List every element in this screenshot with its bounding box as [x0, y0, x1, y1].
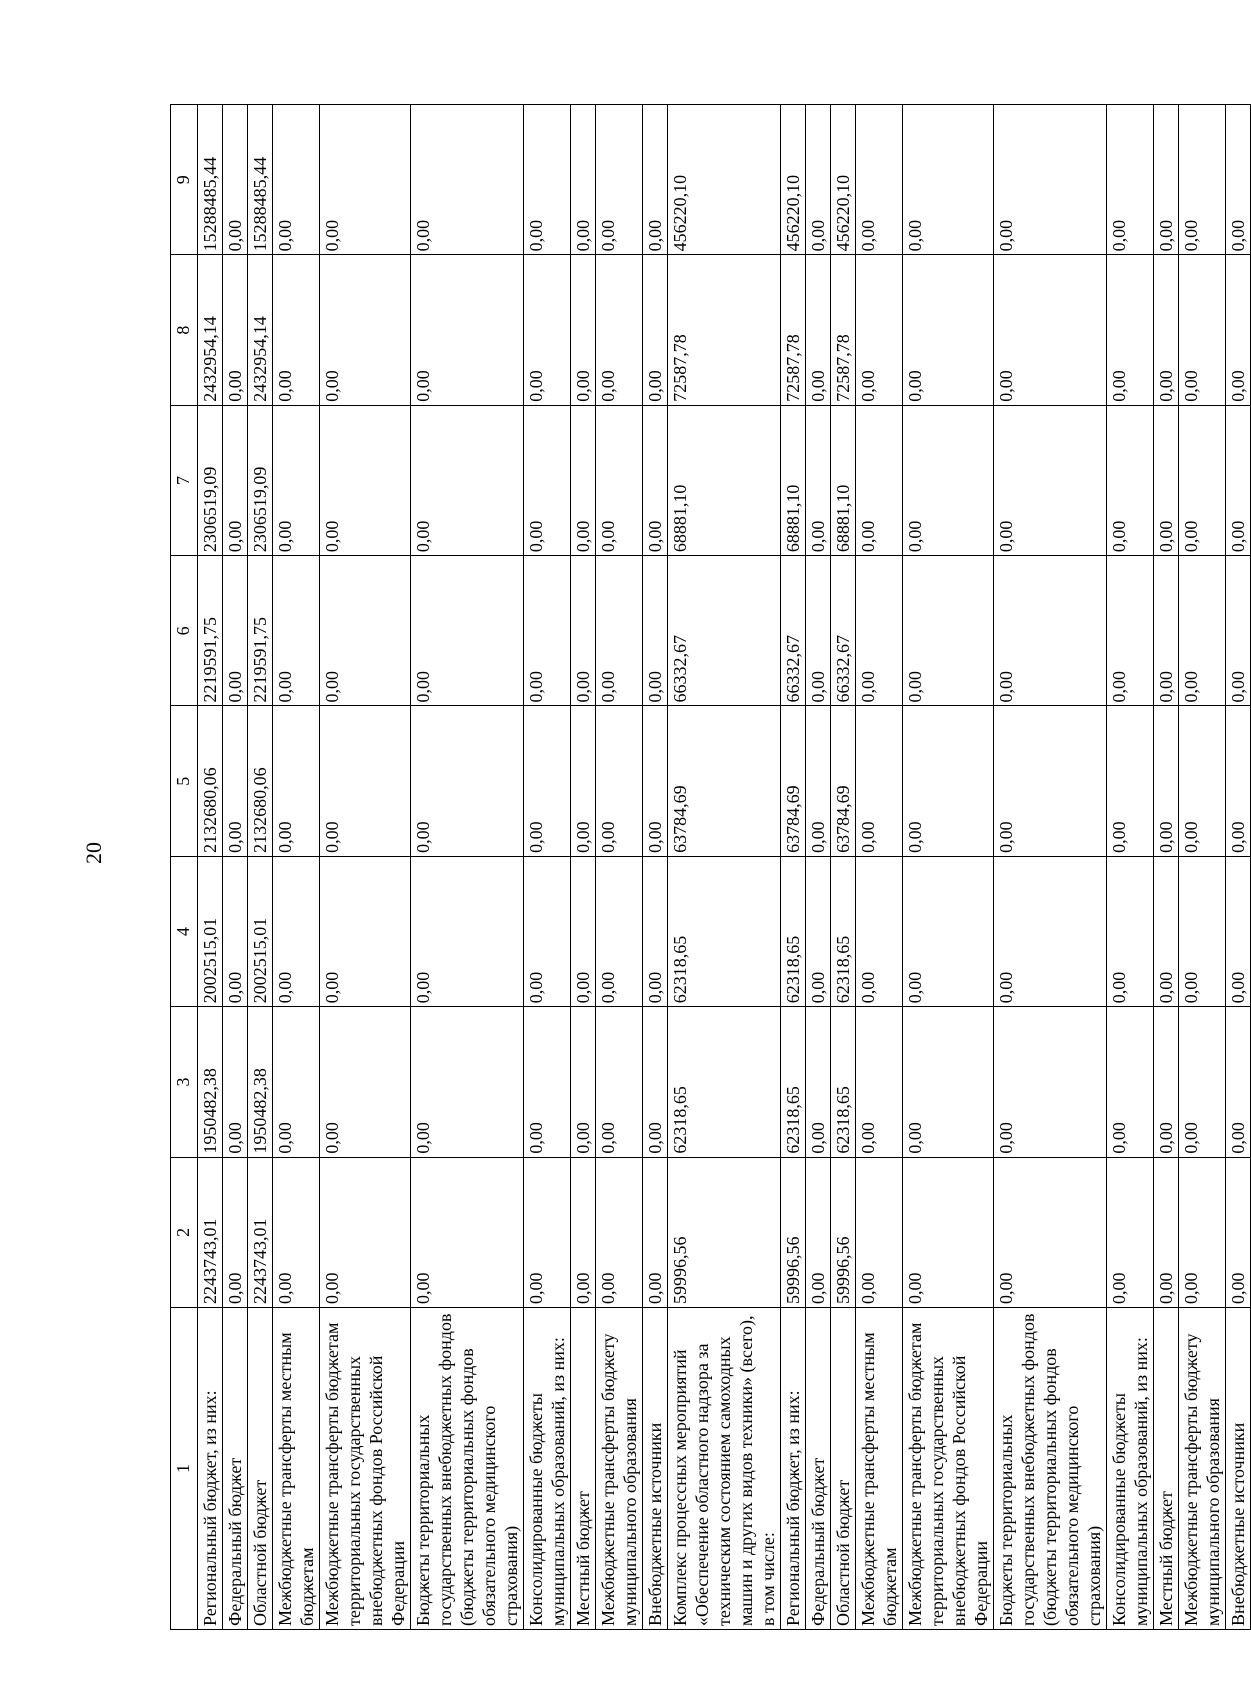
table-cell: 0,00	[273, 556, 320, 706]
table-cell: 0,00	[1154, 105, 1179, 255]
table-row	[524, 105, 571, 1630]
table-row	[273, 105, 320, 1630]
table-cell: 62318,65	[781, 856, 806, 1006]
row-label: Межбюджетные трансферты бюджету муниципального образования	[596, 1308, 643, 1630]
table-cell: 0,00	[223, 556, 248, 706]
table-cell: 0,00	[903, 255, 994, 405]
table-row	[320, 105, 411, 1630]
table-cell: 0,00	[571, 405, 596, 555]
table-cell: 2306519,09	[198, 405, 223, 555]
table-body	[198, 105, 1251, 1630]
table-cell: 72587,78	[781, 255, 806, 405]
table-cell: 0,00	[1226, 1007, 1251, 1157]
table-cell: 0,00	[1226, 1157, 1251, 1307]
table-cell: 0,00	[1107, 1157, 1154, 1307]
table-row	[411, 105, 524, 1630]
table-cell: 0,00	[1179, 1007, 1226, 1157]
row-label: Консолидированные бюджеты муниципальных образований, из них:	[1107, 1308, 1154, 1630]
table-cell: 0,00	[1154, 1007, 1179, 1157]
row-label: Региональный бюджет, из них:	[781, 1308, 806, 1630]
table-cell: 2243743,01	[198, 1157, 223, 1307]
table-row	[1226, 105, 1251, 1630]
table-cell: 0,00	[320, 556, 411, 706]
table-cell: 0,00	[524, 405, 571, 555]
table-cell: 0,00	[856, 105, 903, 255]
table-cell: 0,00	[571, 856, 596, 1006]
table-cell: 0,00	[643, 1157, 668, 1307]
table-row	[198, 105, 223, 1630]
table-cell: 0,00	[1107, 105, 1154, 255]
column-header-8: 8	[171, 255, 198, 405]
table-cell: 0,00	[273, 706, 320, 856]
table-cell: 0,00	[806, 706, 831, 856]
table-cell: 0,00	[524, 706, 571, 856]
table-cell: 0,00	[994, 105, 1107, 255]
table-cell: 15288485,44	[248, 105, 273, 255]
table-row	[596, 105, 643, 1630]
table-cell: 0,00	[1179, 255, 1226, 405]
row-label: Межбюджетные трансферты местным бюджетам	[856, 1308, 903, 1630]
table-row	[856, 105, 903, 1630]
table-cell: 0,00	[596, 255, 643, 405]
table-cell: 0,00	[856, 1157, 903, 1307]
table-cell: 0,00	[273, 105, 320, 255]
table-cell: 0,00	[903, 105, 994, 255]
table-cell: 0,00	[320, 856, 411, 1006]
table-cell: 0,00	[994, 255, 1107, 405]
table-cell: 0,00	[596, 105, 643, 255]
table-cell: 2002515,01	[248, 856, 273, 1006]
table-cell: 0,00	[1154, 405, 1179, 555]
table-cell: 0,00	[994, 706, 1107, 856]
table-cell: 0,00	[571, 105, 596, 255]
table-row	[831, 105, 856, 1630]
table-cell: 0,00	[1107, 556, 1154, 706]
table-cell: 0,00	[903, 706, 994, 856]
table-header	[171, 105, 198, 1630]
column-header-7: 7	[171, 405, 198, 555]
table-cell: 0,00	[320, 1007, 411, 1157]
rotated-page-content	[170, 105, 1248, 1630]
row-label: Федеральный бюджет	[223, 1308, 248, 1630]
table-cell: 2219591,75	[198, 556, 223, 706]
table-cell: 0,00	[411, 1007, 524, 1157]
column-header-5: 5	[171, 706, 198, 856]
table-cell: 68881,10	[668, 405, 781, 555]
table-cell: 0,00	[571, 706, 596, 856]
table-row	[994, 105, 1107, 1630]
table-cell: 0,00	[643, 856, 668, 1006]
table-cell: 0,00	[411, 856, 524, 1006]
table-cell: 0,00	[1226, 556, 1251, 706]
table-cell: 62318,65	[781, 1007, 806, 1157]
table-cell: 0,00	[856, 1007, 903, 1157]
table-cell: 456220,10	[831, 105, 856, 255]
table-cell: 0,00	[411, 1157, 524, 1307]
table-cell: 0,00	[1226, 105, 1251, 255]
table-cell: 0,00	[643, 405, 668, 555]
table-cell: 66332,67	[781, 556, 806, 706]
table-cell: 59996,56	[668, 1157, 781, 1307]
table-cell: 0,00	[643, 105, 668, 255]
table-cell: 0,00	[856, 856, 903, 1006]
table-cell: 0,00	[1226, 405, 1251, 555]
table-cell: 63784,69	[668, 706, 781, 856]
table-cell: 0,00	[596, 1157, 643, 1307]
table-cell: 2306519,09	[248, 405, 273, 555]
table-cell: 2243743,01	[248, 1157, 273, 1307]
table-cell: 72587,78	[831, 255, 856, 405]
table-cell: 66332,67	[668, 556, 781, 706]
table-cell: 0,00	[571, 255, 596, 405]
table-cell: 0,00	[411, 255, 524, 405]
table-cell: 0,00	[903, 556, 994, 706]
table-cell: 0,00	[524, 1157, 571, 1307]
table-cell: 0,00	[994, 556, 1107, 706]
table-cell: 0,00	[524, 1007, 571, 1157]
table-cell: 456220,10	[668, 105, 781, 255]
row-label: Областной бюджет	[248, 1308, 273, 1630]
table-cell: 0,00	[1226, 856, 1251, 1006]
table-row	[571, 105, 596, 1630]
column-header-3: 3	[171, 1007, 198, 1157]
table-cell: 0,00	[411, 706, 524, 856]
table-cell: 0,00	[903, 856, 994, 1006]
row-label: Федеральный бюджет	[806, 1308, 831, 1630]
table-cell: 0,00	[994, 856, 1107, 1006]
table-cell: 72587,78	[668, 255, 781, 405]
table-row	[1107, 105, 1154, 1630]
column-header-4: 4	[171, 856, 198, 1006]
row-label: Бюджеты территориальных государственных внебюджетных фондов (бюджеты территориальных фондов обязательного медицинского страхования)	[411, 1308, 524, 1630]
table-cell: 0,00	[596, 556, 643, 706]
table-cell: 0,00	[596, 405, 643, 555]
table-cell: 0,00	[994, 1007, 1107, 1157]
table-cell: 0,00	[1179, 105, 1226, 255]
row-label: Межбюджетные трансферты бюджету муниципального образования	[1179, 1308, 1226, 1630]
table-cell: 0,00	[643, 706, 668, 856]
table-cell: 0,00	[273, 1157, 320, 1307]
table-cell: 0,00	[856, 405, 903, 555]
table-row	[806, 105, 831, 1630]
table-cell: 1950482,38	[248, 1007, 273, 1157]
column-header-9: 9	[171, 105, 198, 255]
table-cell: 0,00	[903, 1157, 994, 1307]
row-label: Консолидированные бюджеты муниципальных образований, из них:	[524, 1308, 571, 1630]
table-cell: 0,00	[320, 255, 411, 405]
budget-table	[170, 104, 1251, 1630]
column-header-1: 1	[171, 1308, 198, 1630]
table-cell: 0,00	[806, 856, 831, 1006]
table-cell: 0,00	[1107, 255, 1154, 405]
table-cell: 0,00	[1107, 405, 1154, 555]
column-header-6: 6	[171, 556, 198, 706]
table-cell: 0,00	[223, 405, 248, 555]
table-row	[668, 105, 781, 1630]
table-cell: 0,00	[596, 706, 643, 856]
table-cell: 0,00	[571, 1007, 596, 1157]
table-cell: 0,00	[1107, 856, 1154, 1006]
table-cell: 2432954,14	[198, 255, 223, 405]
table-cell: 0,00	[994, 405, 1107, 555]
table-row	[248, 105, 273, 1630]
row-label: Межбюджетные трансферты бюджетам территориальных государственных внебюджетных фондов Российской Федерации	[903, 1308, 994, 1630]
table-cell: 0,00	[411, 556, 524, 706]
row-label: Региональный бюджет, из них:	[198, 1308, 223, 1630]
table-cell: 0,00	[1107, 706, 1154, 856]
table-row	[223, 105, 248, 1630]
table-cell: 0,00	[223, 856, 248, 1006]
table-cell: 63784,69	[831, 706, 856, 856]
table-cell: 0,00	[411, 105, 524, 255]
row-label: Внебюджетные источники	[643, 1308, 668, 1630]
table-cell: 0,00	[524, 556, 571, 706]
table-cell: 0,00	[571, 556, 596, 706]
table-cell: 0,00	[524, 105, 571, 255]
table-cell: 0,00	[1179, 856, 1226, 1006]
row-label: Местный бюджет	[571, 1308, 596, 1630]
table-cell: 0,00	[1154, 856, 1179, 1006]
table-cell: 0,00	[223, 105, 248, 255]
table-cell: 0,00	[856, 556, 903, 706]
table-cell: 0,00	[903, 1007, 994, 1157]
table-cell: 0,00	[524, 856, 571, 1006]
table-cell: 0,00	[320, 1157, 411, 1307]
table-cell: 0,00	[571, 1157, 596, 1307]
table-cell: 0,00	[320, 405, 411, 555]
row-label: Бюджеты территориальных государственных внебюджетных фондов (бюджеты территориальных фондов обязательного медицинского страхования)	[994, 1308, 1107, 1630]
table-cell: 59996,56	[781, 1157, 806, 1307]
row-label: Местный бюджет	[1154, 1308, 1179, 1630]
table-cell: 62318,65	[668, 1007, 781, 1157]
table-cell: 456220,10	[781, 105, 806, 255]
table-cell: 2002515,01	[198, 856, 223, 1006]
table-row	[781, 105, 806, 1630]
table-row	[903, 105, 994, 1630]
table-cell: 0,00	[223, 706, 248, 856]
table-cell: 0,00	[806, 1157, 831, 1307]
table-cell: 68881,10	[831, 405, 856, 555]
page-number: 20	[81, 842, 106, 864]
table-cell: 0,00	[994, 1157, 1107, 1307]
table-row	[1179, 105, 1226, 1630]
table-cell: 0,00	[1179, 556, 1226, 706]
table-cell: 62318,65	[831, 1007, 856, 1157]
table-cell: 0,00	[223, 1157, 248, 1307]
table-cell: 0,00	[903, 405, 994, 555]
table-cell: 0,00	[1179, 706, 1226, 856]
table-cell: 0,00	[223, 1007, 248, 1157]
table-cell: 0,00	[320, 706, 411, 856]
table-cell: 2132680,06	[198, 706, 223, 856]
column-header-2: 2	[171, 1157, 198, 1307]
table-cell: 0,00	[273, 1007, 320, 1157]
table-cell: 0,00	[320, 105, 411, 255]
table-cell: 0,00	[1154, 706, 1179, 856]
table-row	[1154, 105, 1179, 1630]
table-cell: 0,00	[1107, 1007, 1154, 1157]
table-cell: 68881,10	[781, 405, 806, 555]
table-cell: 0,00	[806, 405, 831, 555]
table-cell: 0,00	[806, 105, 831, 255]
table-cell: 62318,65	[831, 856, 856, 1006]
table-cell: 0,00	[411, 405, 524, 555]
table-cell: 2432954,14	[248, 255, 273, 405]
table-cell: 0,00	[1154, 255, 1179, 405]
row-label: Внебюджетные источники	[1226, 1308, 1251, 1630]
row-label: Межбюджетные трансферты местным бюджетам	[273, 1308, 320, 1630]
row-label: Комплекс процессных мероприятий «Обеспечение областного надзора за техническим состоянием самоходных машин и других видов техники» (всего), в том числе:	[668, 1308, 781, 1630]
table-cell: 0,00	[524, 255, 571, 405]
row-label: Областной бюджет	[831, 1308, 856, 1630]
table-cell: 0,00	[273, 856, 320, 1006]
table-cell: 0,00	[596, 1007, 643, 1157]
table-cell: 0,00	[806, 556, 831, 706]
table-cell: 63784,69	[781, 706, 806, 856]
table-cell: 0,00	[223, 255, 248, 405]
table-cell: 0,00	[856, 255, 903, 405]
table-cell: 15288485,44	[198, 105, 223, 255]
table-cell: 0,00	[806, 1007, 831, 1157]
table-cell: 1950482,38	[198, 1007, 223, 1157]
table-cell: 0,00	[273, 255, 320, 405]
table-cell: 62318,65	[668, 856, 781, 1006]
table-cell: 0,00	[643, 255, 668, 405]
table-cell: 2132680,06	[248, 706, 273, 856]
table-cell: 0,00	[856, 706, 903, 856]
table-row	[643, 105, 668, 1630]
table-cell: 66332,67	[831, 556, 856, 706]
table-cell: 0,00	[1179, 1157, 1226, 1307]
table-cell: 0,00	[1179, 405, 1226, 555]
table-cell: 0,00	[643, 556, 668, 706]
table-cell: 0,00	[273, 405, 320, 555]
table-cell: 2219591,75	[248, 556, 273, 706]
table-cell: 0,00	[1154, 556, 1179, 706]
table-cell: 0,00	[1154, 1157, 1179, 1307]
table-cell: 0,00	[596, 856, 643, 1006]
header-row	[171, 105, 198, 1630]
row-label: Межбюджетные трансферты бюджетам территориальных государственных внебюджетных фондов Российской Федерации	[320, 1308, 411, 1630]
table-cell: 0,00	[643, 1007, 668, 1157]
table-cell: 0,00	[1226, 706, 1251, 856]
table-cell: 0,00	[806, 255, 831, 405]
table-cell: 59996,56	[831, 1157, 856, 1307]
table-cell: 0,00	[1226, 255, 1251, 405]
